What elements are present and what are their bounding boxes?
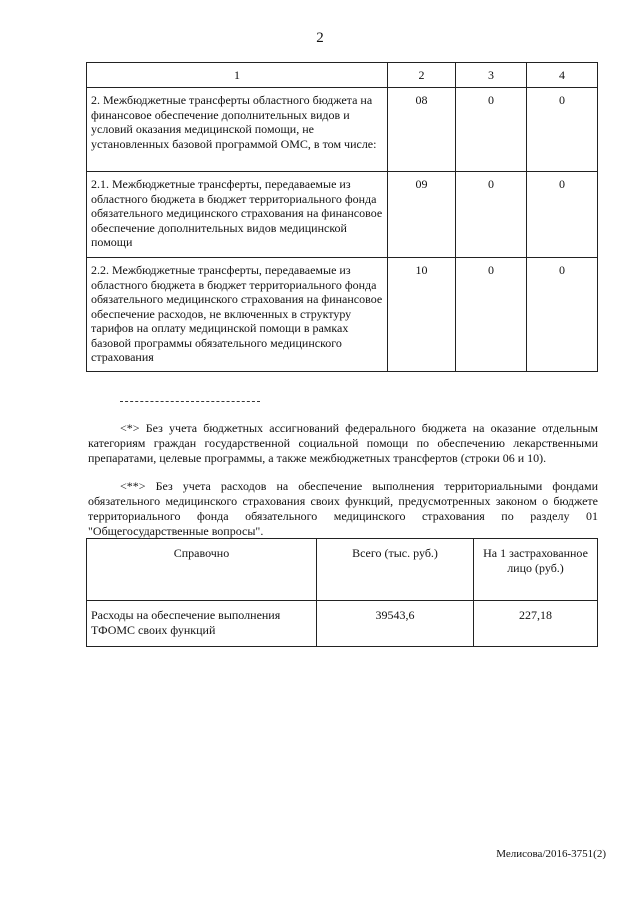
- column-header: 2: [388, 63, 456, 88]
- row-value: 0: [527, 172, 598, 258]
- document-reference: Мелисова/2016-3751(2): [496, 848, 606, 860]
- column-header: На 1 застрахованное лицо (руб.): [474, 539, 598, 601]
- table-header-row: [87, 63, 598, 88]
- table-header-row: [87, 539, 598, 601]
- row-value: 0: [456, 172, 527, 258]
- row-value: 0: [456, 258, 527, 372]
- footnote: <*> Без учета бюджетных ассигнований федерального бюджета на оказание отдельным категориям граждан государственной социальной помощи по обеспечению лекарственными препаратами, целевые программы, а также межбюджетных трансфертов (строки 06 и 10).: [88, 421, 598, 465]
- row-label: 2. Межбюджетные трансферты областного бюджета на финансовое обеспечение дополнительных видов и условий оказания медицинской помощи, не установленных базовой программой ОМС, в том числе:: [87, 88, 388, 172]
- page-number: 2: [316, 30, 324, 46]
- column-header: 4: [527, 63, 598, 88]
- column-header: 1: [87, 63, 388, 88]
- row-label: 2.2. Межбюджетные трансферты, передаваемые из областного бюджета в бюджет территориального фонда обязательного медицинского страхования на финансовое обеспечение расходов, не включенных в структуру тарифов на оплату медицинской помощи в рамках базовой программы обязательного медицинского страхования: [87, 258, 388, 372]
- table-row: [87, 258, 598, 372]
- row-code: 09: [388, 172, 456, 258]
- reference-table: [86, 538, 598, 647]
- budget-table: [86, 62, 598, 372]
- column-header: 3: [456, 63, 527, 88]
- table-row: [87, 601, 598, 647]
- total-value: 39543,6: [317, 601, 474, 647]
- row-code: 10: [388, 258, 456, 372]
- row-value: 0: [527, 258, 598, 372]
- row-code: 08: [388, 88, 456, 172]
- column-header: Всего (тыс. руб.): [317, 539, 474, 601]
- row-value: 0: [456, 88, 527, 172]
- row-label: Расходы на обеспечение выполнения ТФОМС своих функций: [87, 601, 317, 647]
- footnote: <**> Без учета расходов на обеспечение выполнения территориальными фондами обязательного медицинского страхования своих функций, предусмотренных законом о бюджете территориального фонда обязательного медицинского страхования по разделу 01 "Общегосударственные вопросы".: [88, 479, 598, 538]
- footnote-divider: [120, 401, 260, 402]
- row-label: 2.1. Межбюджетные трансферты, передаваемые из областного бюджета в бюджет территориального фонда обязательного медицинского страхования на финансовое обеспечение дополнительных видов медицинской помощи: [87, 172, 388, 258]
- row-value: 0: [527, 88, 598, 172]
- per-person-value: 227,18: [474, 601, 598, 647]
- table-row: [87, 172, 598, 258]
- table-row: [87, 88, 598, 172]
- column-header: Справочно: [87, 539, 317, 601]
